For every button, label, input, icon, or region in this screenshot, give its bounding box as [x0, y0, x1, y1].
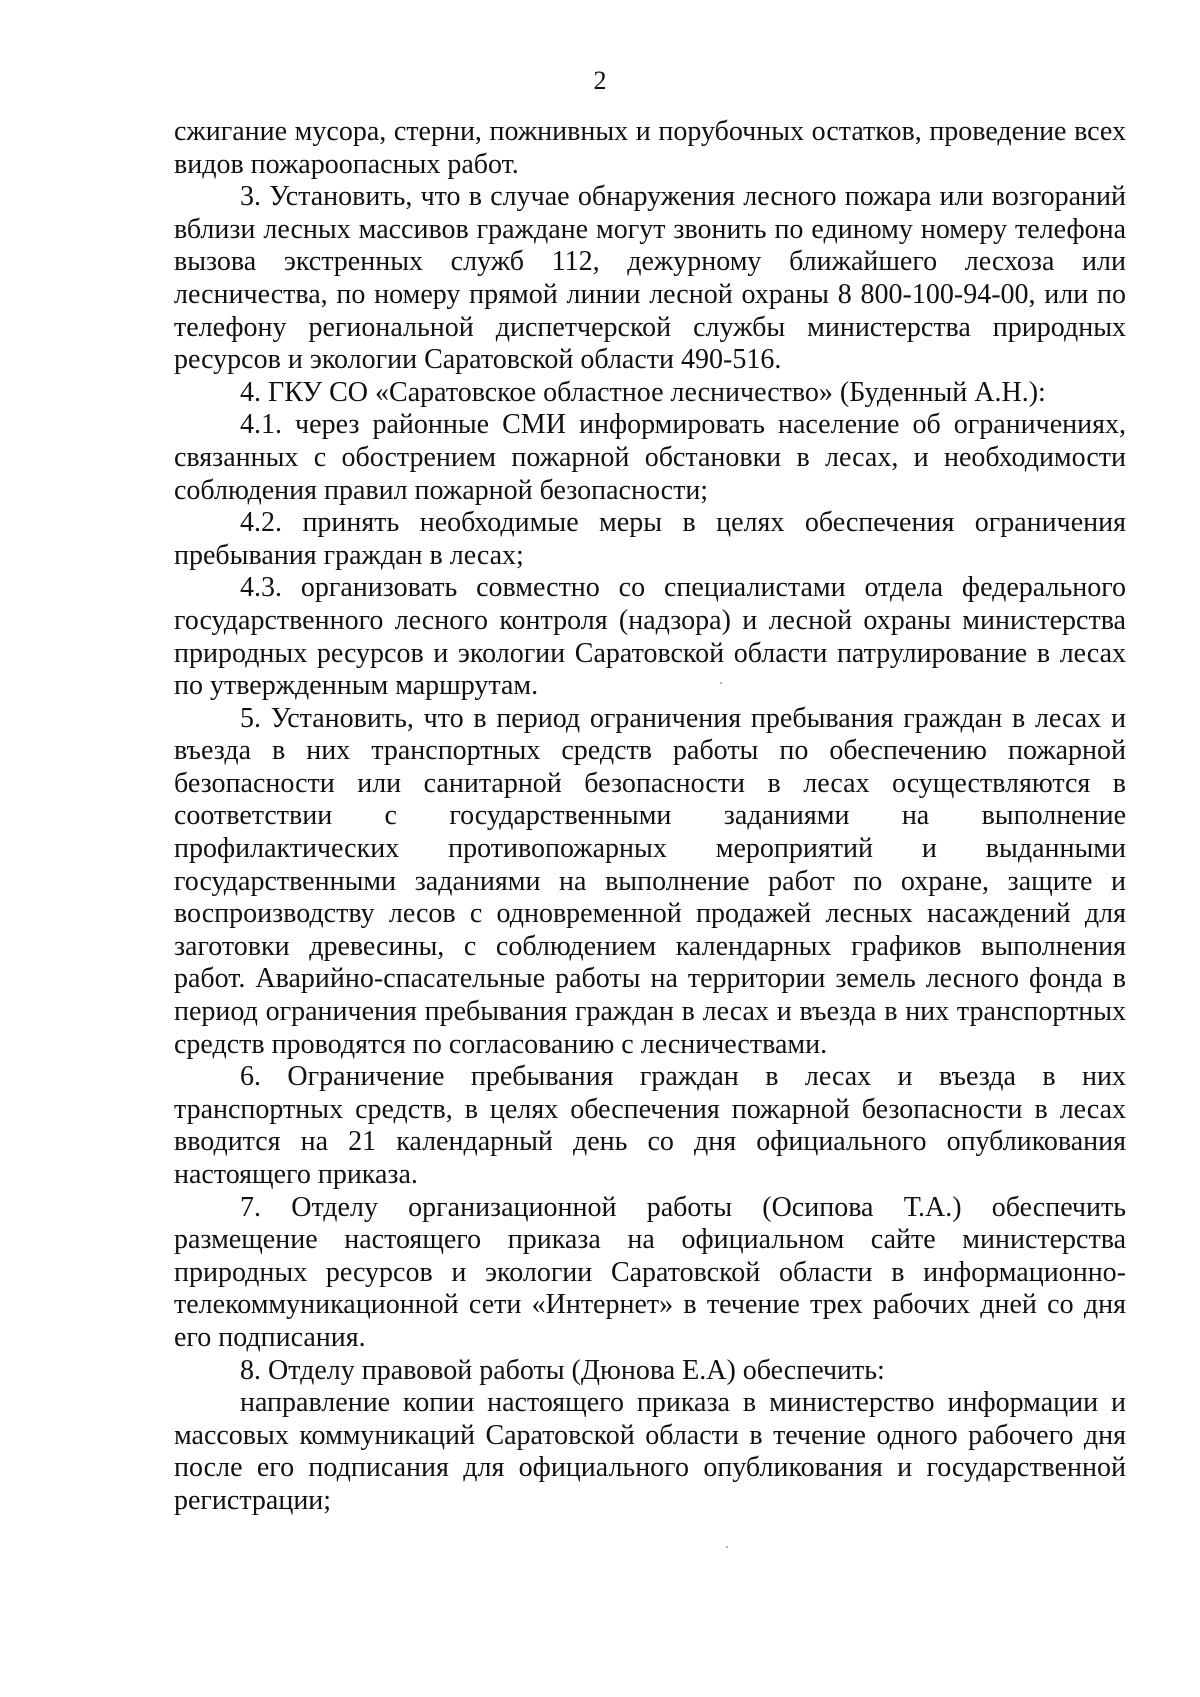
paragraph-item-6: 6. Ограничение пребывания граждан в лесах и въезда в них транспортных средств, в целях обеспечения пожарной безопасности в лесах вводится на 21 календарный день со дня официального опубликования настоящего приказа.: [174, 1061, 1126, 1190]
paragraph-item-8-subitem: направление копии настоящего приказа в министерство информации и массовых коммуникаций Саратовской области в течение одного рабочего дня после его подписания для официального опубликования и государственной регистрации;: [174, 1387, 1126, 1516]
document-body: [174, 116, 1126, 1518]
paragraph-continuation: сжигание мусора, стерни, пожнивных и порубочных остатков, проведение всех видов пожароопасных работ.: [174, 116, 1126, 180]
paragraph-item-4-3: 4.3. организовать совместно со специалистами отдела федерального государственного лесного контроля (надзора) и лесной охраны министерства природных ресурсов и экологии Саратовской области патрулирование в лесах по утвержденным маршрутам.: [174, 572, 1126, 702]
paragraph-item-4-1: 4.1. через районные СМИ информировать население об ограничениях, связанных с обострением пожарной обстановки в лесах, и необходимости соблюдения правил пожарной безопасности;: [174, 409, 1126, 506]
paragraph-item-5: 5. Установить, что в период ограничения пребывания граждан в лесах и въезда в них транспортных средств работы по обеспечению пожарной безопасности или санитарной безопасности в лесах осуществляются в соответствии с государственными заданиями на выполнение профилактических противопожарных мероприятий и выданными государственными заданиями на выполнение работ по охране, защите и воспроизводству лесов с одновременной продажей лесных насаждений для заготовки древесины, с соблюдением календарных графиков выполнения работ. Аварийно-спасательные работы на территории земель лесного фонда в период ограничения пребывания граждан в лесах и въезда в них транспортных средств проводятся по согласованию с лесничествами.: [174, 702, 1126, 1060]
paragraph-item-8: 8. Отделу правовой работы (Дюнова Е.А) обеспечить:: [240, 1354, 885, 1386]
page-number: 2: [593, 66, 607, 95]
scan-speck: [720, 682, 722, 684]
paragraph-item-4: 4. ГКУ СО «Саратовское областное лесничество» (Буденный А.Н.):: [240, 376, 1046, 408]
paragraph-item-3: 3. Установить, что в случае обнаружения лесного пожара или возгораний вблизи лесных массивов граждане могут звонить по единому номеру телефона вызова экстренных служб 112, дежурному ближайшего лесхоза или лесничества, по номеру прямой линии лесной охраны 8 800-100-94-00, или по телефону региональной диспетчерской службы министерства природных ресурсов и экологии Саратовской области 490-516.: [174, 181, 1126, 376]
scan-speck: [726, 1546, 728, 1548]
paragraph-item-7: 7. Отделу организационной работы (Осипова Т.А.) обеспечить размещение настоящего приказа на официальном сайте министерства природных ресурсов и экологии Саратовской области в информационно-телекоммуникационной сети «Интернет» в течение трех рабочих дней со дня его подписания.: [174, 1191, 1126, 1353]
paragraph-item-4-2: 4.2. принять необходимые меры в целях обеспечения ограничения пребывания граждан в лесах;: [174, 507, 1126, 571]
